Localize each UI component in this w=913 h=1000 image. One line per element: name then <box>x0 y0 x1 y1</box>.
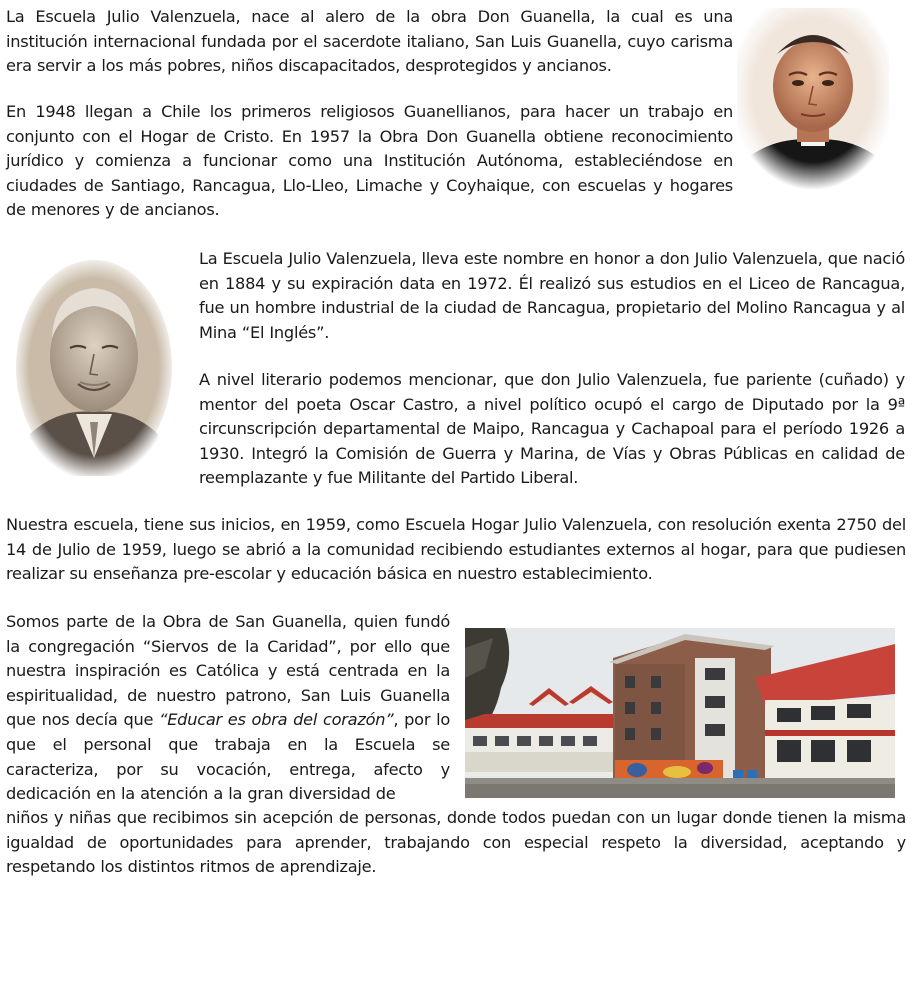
paragraph-history-intro: La Escuela Julio Valenzuela, nace al alero de la obra Don Guanella, la cual es una institución internacional fundada por el sacerdote italiano, San Luis Guanella, cuyo carisma era servir a los más pobres, niños discapacitados, desprotegidos y ancianos. <box>6 7 733 76</box>
valenzuela-portrait-image <box>14 258 174 476</box>
mission-text-start: Somos parte de la Obra de San Guanella, quien fundó la congregación “Siervos de la Caridad”, por ello que nuestra inspiración es Católica y está centrada en la espiritualidad, de nuestro patrono, San Luis Guanella que nos decía que <box>6 612 450 730</box>
paragraph-namesake: La Escuela Julio Valenzuela, lleva este nombre en honor a don Julio Valenzuela, que nació en 1884 y su expiración data en 1972. Él realizó sus estudios en el Liceo de Rancagua, fue un hombre industrial de la ciudad de Rancagua, propietario del Molino Rancagua y al Mina “El Inglés”. <box>199 249 905 342</box>
paragraph-mission <box>6 610 450 807</box>
paragraph-chile-arrival: En 1948 llegan a Chile los primeros religiosos Guanellianos, para hacer un trabajo en conjunto con el Hogar de Cristo. En 1957 la Obra Don Guanella obtiene reconocimiento jurídico y comienza a funcionar como una Institución Autónoma, estableciéndose en ciudades de Santiago, Rancagua, Llo-Lleo, Limache y Coyhaique, con escuelas y hogares de menores y de ancianos. <box>6 102 733 220</box>
paragraph-school-origins: Nuestra escuela, tiene sus inicios, en 1959, como Escuela Hogar Julio Valenzuela, con resolución exenta 2750 del 14 de Julio de 1959, luego se abrió a la comunidad recibiendo estudiantes externos al hogar, para que pudiesen realizar su enseñanza pre-escolar y educación básica en nuestro establecimiento. <box>6 515 906 584</box>
mission-text-continued: , por lo que el personal que trabaja en la Escuela se caracteriza, por su vocación, entrega, afecto y dedicación en la atención a la gran diversidad de <box>6 710 450 804</box>
paragraph-literary-political: A nivel literario podemos mencionar, que don Julio Valenzuela, fue pariente (cuñado) y mentor del poeta Oscar Castro, a nivel político ocupó el cargo de Diputado por la 9ª circunscripción departamental de Maipo, Rancagua y Cachapoal para el período 1926 a 1930. Integró la Comisión de Guerra y Marina, de Vías y Obras Públicas en calidad de reemplazante y fue Militante del Partido Liberal. <box>199 370 905 488</box>
priest-portrait-image <box>737 8 889 190</box>
paragraph-mission-tail: niños y niñas que recibimos sin acepción de personas, donde todos puedan con un lugar donde tienen la misma igualdad de oportunidades para aprender, trabajando con especial respeto la diversidad, aceptando y respetando los distintos ritmos de aprendizaje. <box>6 808 906 877</box>
school-building-image <box>465 628 895 798</box>
mission-quote: “Educar es obra del corazón” <box>159 710 394 730</box>
